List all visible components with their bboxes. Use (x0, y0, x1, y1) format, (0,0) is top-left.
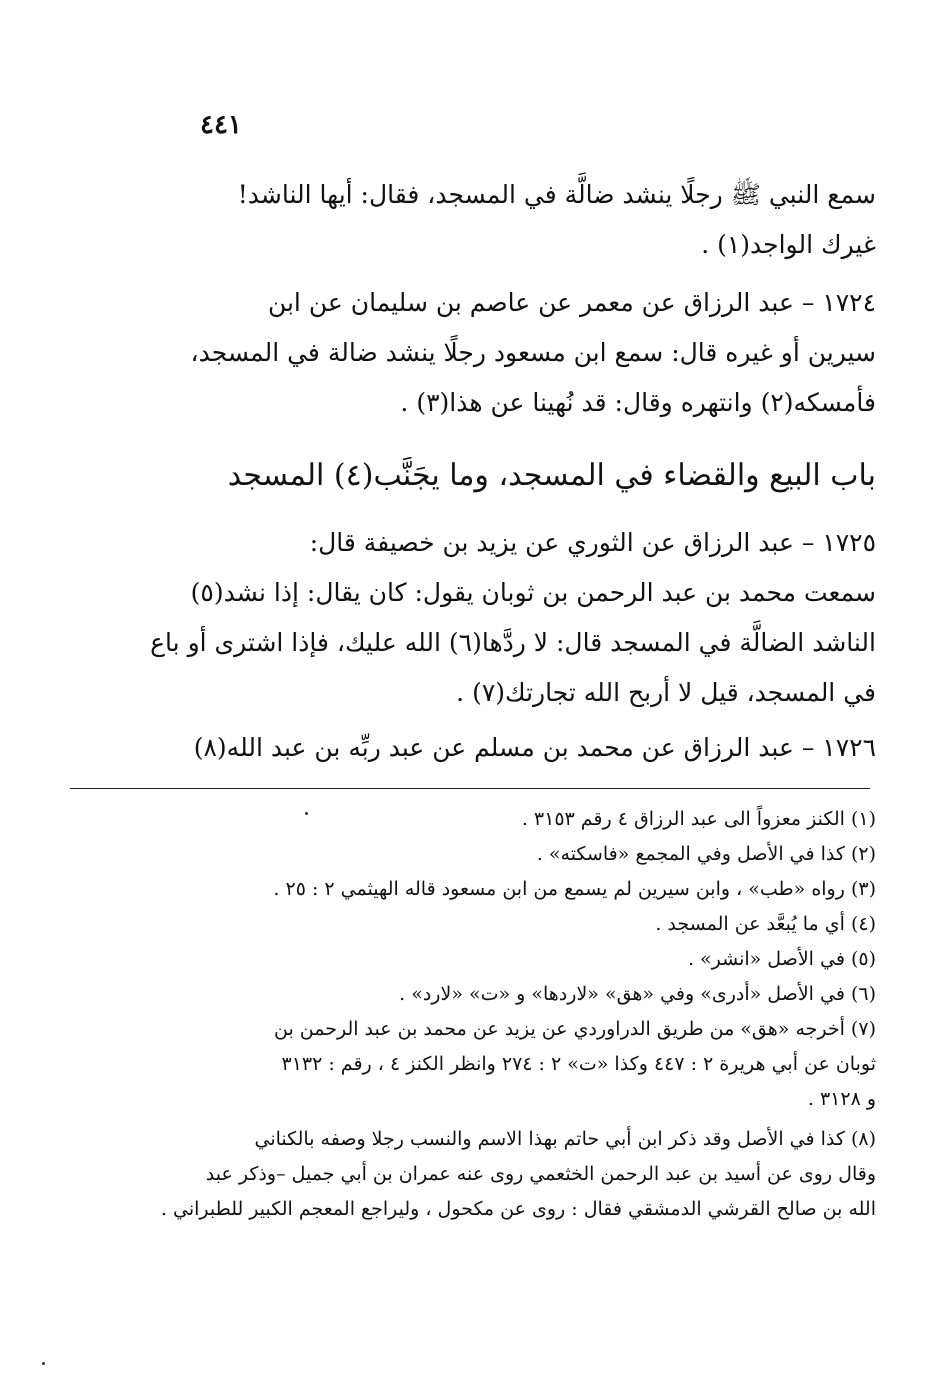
page-number: ٤٤١ (200, 110, 242, 140)
hadith-1724-line: ١٧٢٤ – عبد الرزاق عن معمر عن عاصم بن سليمان عن ابن (267, 288, 876, 317)
hadith-1726-line: ١٧٢٦ – عبد الرزاق عن محمد بن مسلم عن عبد ربِّه بن عبد الله(٨) (193, 733, 876, 762)
footnote: (١) الكنز معزواً الى عبد الرزاق ٤ رقم ٣١٥٣ . (521, 808, 876, 830)
footnote: (٧) أخرجه «هق» من طريق الدراوردي عن يزيد عن محمد بن عبد الرحمن بن (273, 1018, 876, 1040)
paper-speck (42, 1362, 45, 1365)
footnote: (٣) رواه «طب» ، وابن سيرين لم يسمع من ابن مسعود قاله الهيثمي ٢ : ٢٥ . (273, 878, 876, 900)
text-line: سمعت محمد بن عبد الرحمن بن ثوبان يقول: كان يقال: إذا نشد(٥) (190, 578, 876, 607)
text-line: فأمسكه(٢) وانتهره وقال: قد نُهينا عن هذا(٣) . (400, 388, 876, 417)
footnote: الله بن صالح القرشي الدمشقي فقال : روى عن مكحول ، وليراجع المعجم الكبير للطبراني . (160, 1198, 876, 1220)
text-line: الناشد الضالَّة في المسجد قال: لا ردَّها(٦) الله عليك، فإذا اشترى أو باع (150, 628, 876, 657)
footnote: (٢) كذا في الأصل وفي المجمع «فاسكته» . (536, 843, 876, 865)
footnote: وقال روى عن أسيد بن عبد الرحمن الخثعمي روى عنه عمران بن أبي جميل –وذكر عبد (205, 1163, 876, 1185)
footnote: (٤) أي ما يُبعَّد عن المسجد . (655, 913, 876, 935)
text-line: في المسجد، قيل لا أربح الله تجارتك(٧) . (456, 678, 876, 707)
footnote: (٨) كذا في الأصل وقد ذكر ابن أبي حاتم بهذا الاسم والنسب رجلا وصفه بالكناني (254, 1128, 876, 1150)
text-line: سيرين أو غيره قال: سمع ابن مسعود رجلًا ينشد ضالة في المسجد، (190, 338, 876, 367)
footnote-separator (70, 788, 870, 789)
paper-speck (305, 812, 308, 815)
chapter-heading: باب البيع والقضاء في المسجد، وما يجَنَّب(٤) المسجد (227, 458, 876, 493)
text-line: سمع النبي ﷺ رجلًا ينشد ضالَّة في المسجد، فقال: أيها الناشد! (237, 180, 876, 209)
text-line: غيرك الواجد(١) . (701, 230, 876, 259)
footnote: (٥) في الأصل «انشر» . (687, 948, 876, 970)
footnote: ثوبان عن أبي هريرة ٢ : ٤٤٧ وكذا «ت» ٢ : ٢٧٤ وانظر الكنز ٤ ، رقم : ٣١٣٢ (281, 1053, 876, 1075)
hadith-1725-line: ١٧٢٥ – عبد الرزاق عن الثوري عن يزيد بن خصيفة قال: (309, 528, 876, 557)
footnote: و ٣١٢٨ . (807, 1088, 876, 1110)
footnote: (٦) في الأصل «أدرى» وفي «هق» «لاردها» و «ت» «لارد» . (399, 983, 876, 1005)
